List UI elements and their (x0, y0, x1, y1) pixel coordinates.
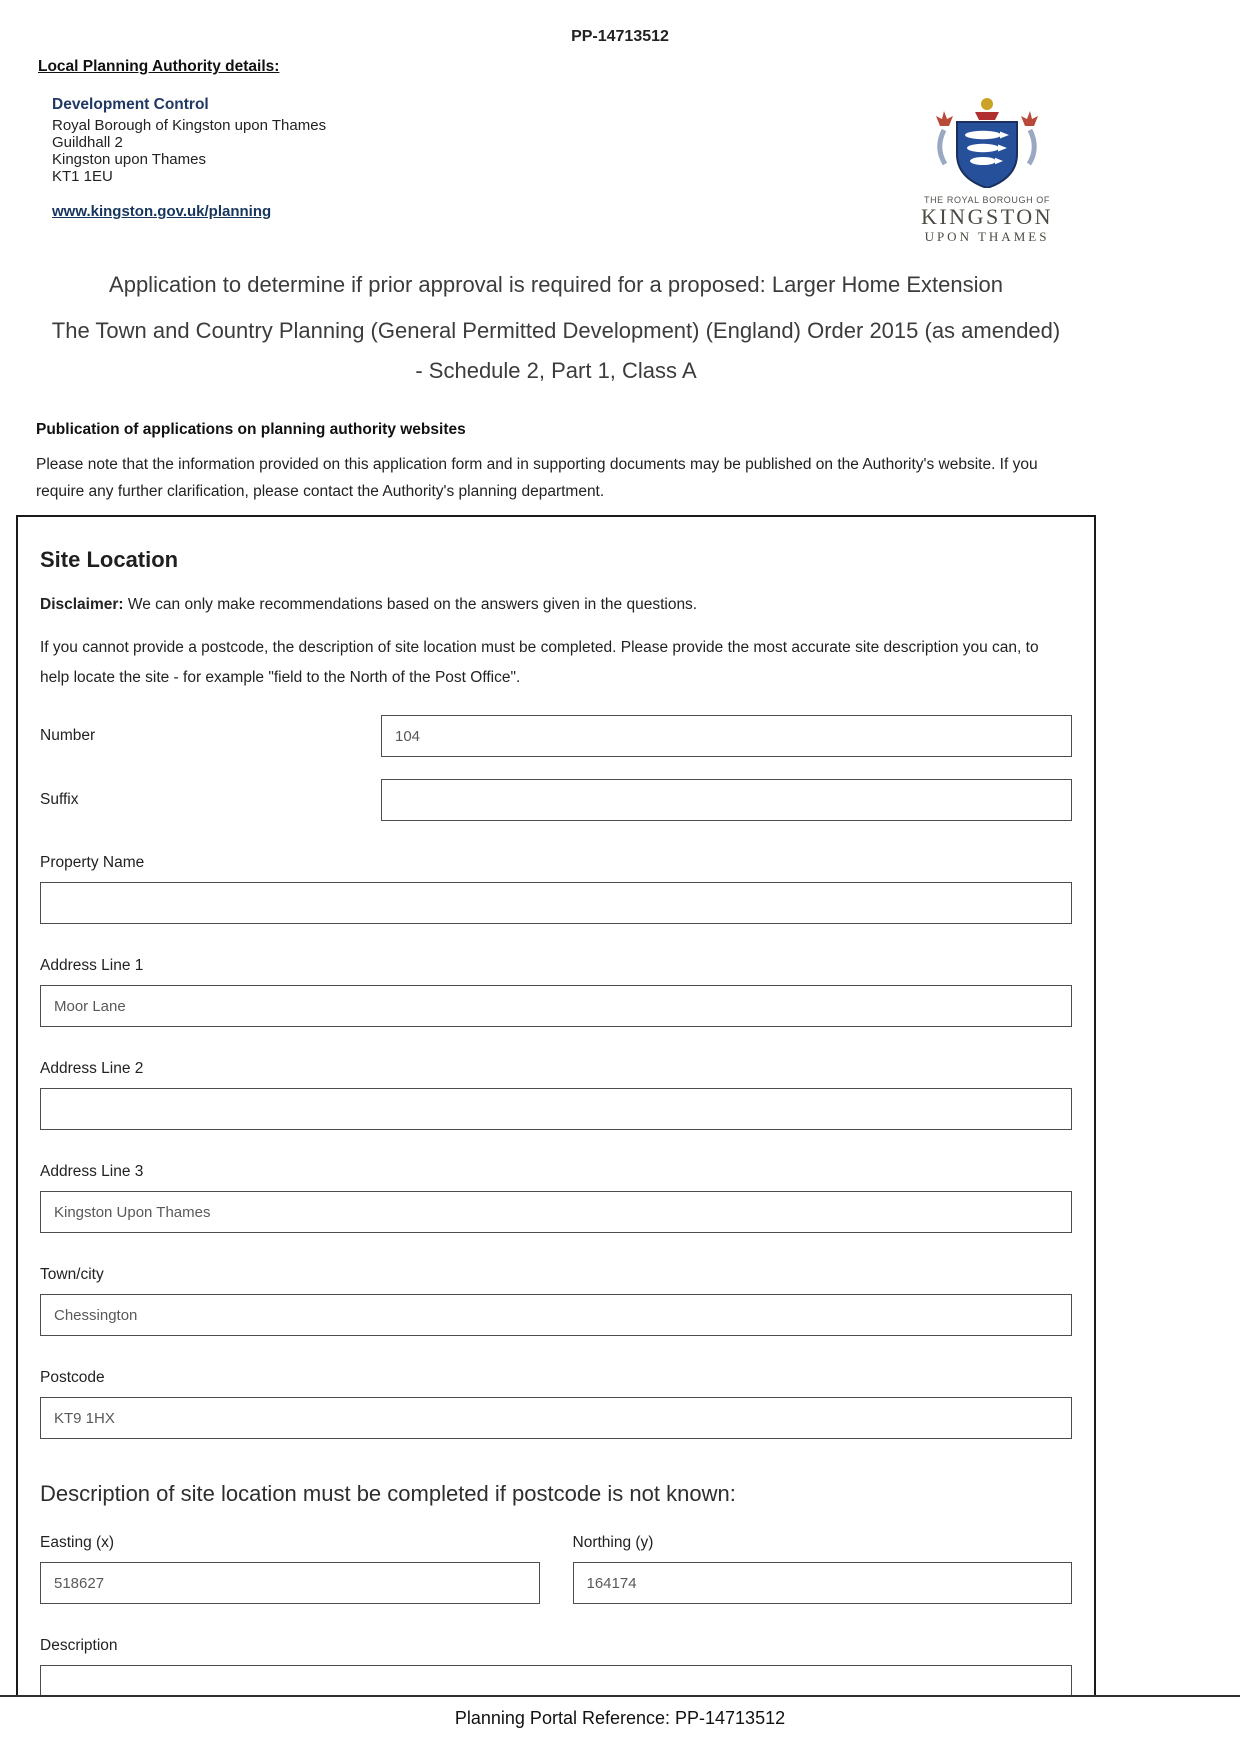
application-title: Application to determine if prior approval is required for a proposed: Larger Home Extension (109, 272, 1003, 297)
suffix-label: Suffix (40, 791, 79, 808)
northing-label: Northing (y) (572, 1534, 654, 1551)
easting-label: Easting (x) (40, 1534, 115, 1551)
description-section-heading: Description of site location must be completed if postcode is not known: (40, 1481, 736, 1506)
property-name-field (40, 853, 1072, 924)
address-line-3-field (40, 1162, 1072, 1233)
logo-borough-name: KINGSTON (920, 204, 1054, 229)
northing-field (573, 1533, 1073, 1604)
address-line-1-field (40, 956, 1072, 1027)
number-input[interactable] (381, 715, 1072, 757)
authority-name: Royal Borough of Kingston upon Thames (52, 117, 327, 134)
address-line-2-label: Address Line 2 (40, 1060, 144, 1077)
postcode-input[interactable] (40, 1397, 1072, 1439)
page-content (16, 58, 1096, 505)
address-line-2-field (40, 1059, 1072, 1130)
address-line-2-input[interactable] (40, 1088, 1072, 1130)
number-label: Number (40, 727, 96, 744)
disclaimer-body: We can only make recommendations based on the answers given in the questions. (123, 596, 698, 613)
address-line-1-label: Address Line 1 (40, 957, 144, 974)
logo-borough-subname: UPON THAMES (924, 229, 1050, 244)
property-name-label: Property Name (40, 854, 145, 871)
postcode-field (40, 1368, 1072, 1439)
site-location-section (16, 515, 1096, 1695)
suffix-field (40, 779, 1072, 821)
department-name: Development Control (52, 96, 209, 113)
northing-input[interactable] (573, 1562, 1073, 1604)
disclaimer-text (40, 595, 1072, 615)
disclaimer-label: Disclaimer: (40, 596, 124, 613)
authority-town: Kingston upon Thames (52, 151, 206, 168)
coordinates-row (40, 1533, 1072, 1604)
number-field (40, 715, 1072, 757)
town-city-input[interactable] (40, 1294, 1072, 1336)
footer-divider (0, 1695, 1240, 1697)
kingston-logo (912, 96, 1062, 245)
application-reference: PP-14713512 (571, 28, 669, 45)
authority-header (16, 96, 1096, 245)
authority-address-line: Guildhall 2 (52, 134, 123, 151)
description-input[interactable] (40, 1665, 1072, 1695)
description-field (40, 1636, 1072, 1695)
planning-website-link[interactable]: www.kingston.gov.uk/planning (52, 203, 272, 220)
coat-of-arms-icon (928, 175, 1046, 192)
site-instructions: If you cannot provide a postcode, the description of site location must be completed. Please provide the most accurate site description you can, to help locate the site - for example "field to the North of the Post Office". (40, 639, 1039, 686)
lpa-details-heading: Local Planning Authority details: (38, 58, 280, 75)
easting-field (40, 1533, 540, 1604)
address-line-1-input[interactable] (40, 985, 1072, 1027)
town-city-label: Town/city (40, 1266, 104, 1283)
publication-note: Please note that the information provided on this application form and in supporting documents may be published on the Authority's website. If you require any further clarification, please contact the Authority's planning department. (36, 456, 1038, 500)
address-line-3-label: Address Line 3 (40, 1163, 144, 1180)
planning-portal-reference: Planning Portal Reference: PP-14713512 (454, 1708, 786, 1728)
authority-address-block (52, 96, 326, 220)
town-city-field (40, 1265, 1072, 1336)
description-label: Description (40, 1637, 118, 1654)
address-line-3-input[interactable] (40, 1191, 1072, 1233)
postcode-label: Postcode (40, 1369, 105, 1386)
authority-postcode: KT1 1EU (52, 168, 113, 185)
property-name-input[interactable] (40, 882, 1072, 924)
suffix-input[interactable] (381, 779, 1072, 821)
publication-heading: Publication of applications on planning authority websites (36, 421, 466, 438)
easting-input[interactable] (40, 1562, 540, 1604)
logo-borough-tagline: THE ROYAL BOROUGH OF (923, 195, 1050, 205)
statute-title: The Town and Country Planning (General Permitted Development) (England) Order 2015 (as amended) - Schedule 2, Part 1, Class A (51, 318, 1061, 383)
site-location-heading: Site Location (40, 547, 179, 572)
